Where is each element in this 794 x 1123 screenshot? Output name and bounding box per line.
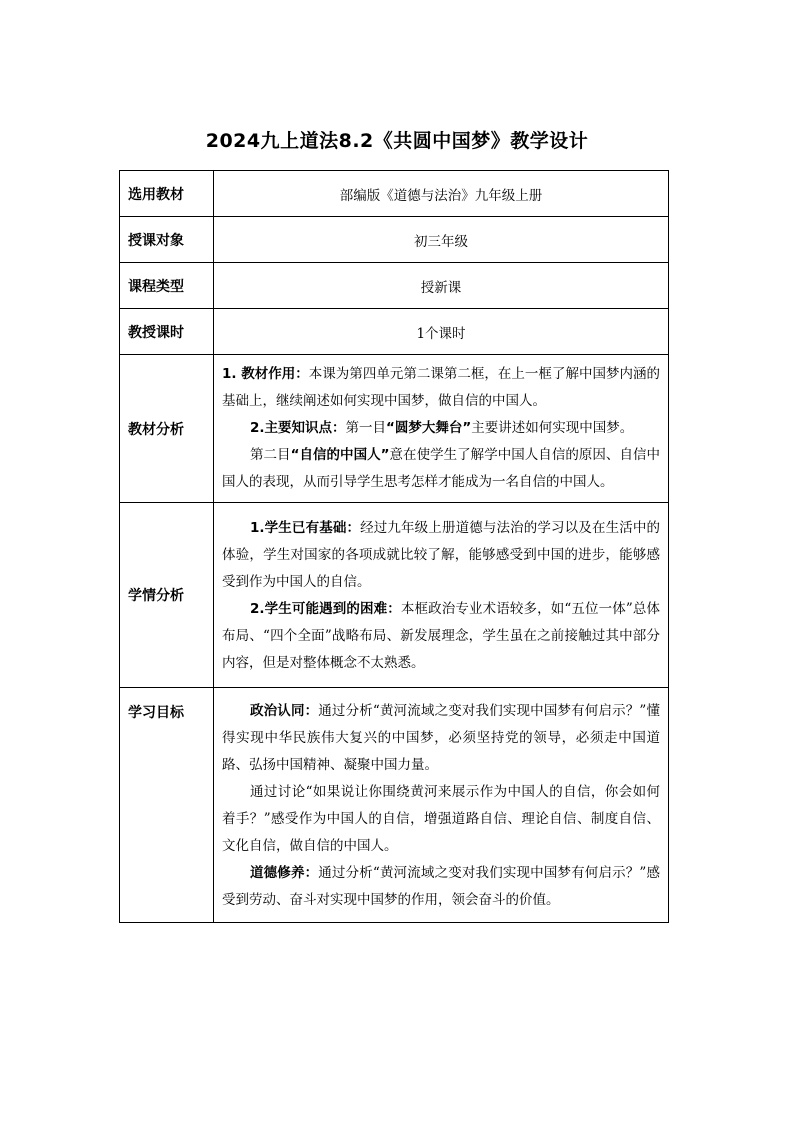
goals-heading-political: 政治认同： [250,703,319,719]
goals-text-3: 通过分析“黄河流域之变对我们实现中国梦有何启示？”感受到劳动、奋斗对实现中国梦的作用，领会奋斗的价值。 [222,865,660,908]
table-row-learner-analysis [120,503,669,688]
analysis-text-3b: 意在使学生了解学中国人自信的原因、自信中国人的表现，从而引导学生思考怎样才能成为一名自信的中国人。 [222,447,660,490]
analysis-paragraph-2 [222,415,660,442]
goals-paragraph-2 [222,779,660,860]
analysis-text-1: 本课为第四单元第二课第二框，在上一框了解中国梦内涵的基础上，继续阐述如何实现中国梦，做自信的中国人。 [222,366,660,409]
row-content-learner-analysis [214,503,669,688]
row-value-textbook: 部编版《道德与法治》九年级上册 [214,171,669,217]
lesson-plan-table [119,170,669,923]
row-label-textbook: 选用教材 [120,171,214,217]
row-label-hours: 教授课时 [120,309,214,355]
analysis-topic-2: “自信的中国人” [290,447,390,463]
row-content-learning-goals [214,688,669,923]
row-label-learning-goals: 学习目标 [120,688,214,923]
row-label-textbook-analysis: 教材分析 [120,355,214,503]
analysis-text-2a: 第一目 [345,420,387,436]
row-content-textbook-analysis [214,355,669,503]
row-label-audience: 授课对象 [120,217,214,263]
analysis-text-3a: 第二目 [250,447,291,463]
goals-paragraph-1 [222,698,660,779]
learner-paragraph-2 [222,596,660,677]
row-label-course-type: 课程类型 [120,263,214,309]
row-value-hours: 1个课时 [214,309,669,355]
goals-heading-moral: 道德修养： [250,865,319,881]
analysis-paragraph-1 [222,361,660,415]
table-row-learning-goals [120,688,669,923]
table-row-textbook [120,171,669,217]
analysis-heading-2: 2.主要知识点： [250,420,346,436]
goals-text-1: 通过分析“黄河流域之变对我们实现中国梦有何启示？”懂得实现中华民族伟大复兴的中国梦，必须坚持党的领导，必须走中国道路、弘扬中国精神、凝聚中国力量。 [222,703,660,773]
learner-heading-2: 2.学生可能遇到的困难： [250,601,401,617]
table-row-hours [120,309,669,355]
table-row-audience [120,217,669,263]
row-value-course-type: 授新课 [214,263,669,309]
analysis-topic-1: “圆梦大舞台” [386,420,472,436]
goals-paragraph-3 [222,860,660,914]
document-title: 2024九上道法8.2《共圆中国梦》教学设计 [205,130,589,152]
learner-text-1: 经过九年级上册道德与法治的学习以及在生活中的体验，学生对国家的各项成就比较了解，能够感受到中国的进步，能够感受到作为中国人的自信。 [222,520,660,590]
analysis-heading-1: 1. 教材作用： [222,366,309,382]
learner-paragraph-1 [222,515,660,596]
goals-text-2: 通过讨论“如果说让你围绕黄河来展示作为中国人的自信，你会如何着手？”感受作为中国人的自信，增强道路自信、理论自信、制度自信、文化自信，做自信的中国人。 [222,784,660,854]
learner-heading-1: 1.学生已有基础： [250,520,361,536]
analysis-paragraph-3 [222,442,660,496]
table-row-textbook-analysis [120,355,669,503]
row-label-learner-analysis: 学情分析 [120,503,214,688]
row-value-audience: 初三年级 [214,217,669,263]
analysis-text-2b: 主要讲述如何实现中国梦。 [471,420,634,436]
table-row-course-type [120,263,669,309]
learner-text-2: 本框政治专业术语较多，如“五位一体”总体布局、“四个全面”战略布局、新发展理念，学生虽在之前接触过其中部分内容，但是对整体概念不太熟悉。 [222,601,660,671]
